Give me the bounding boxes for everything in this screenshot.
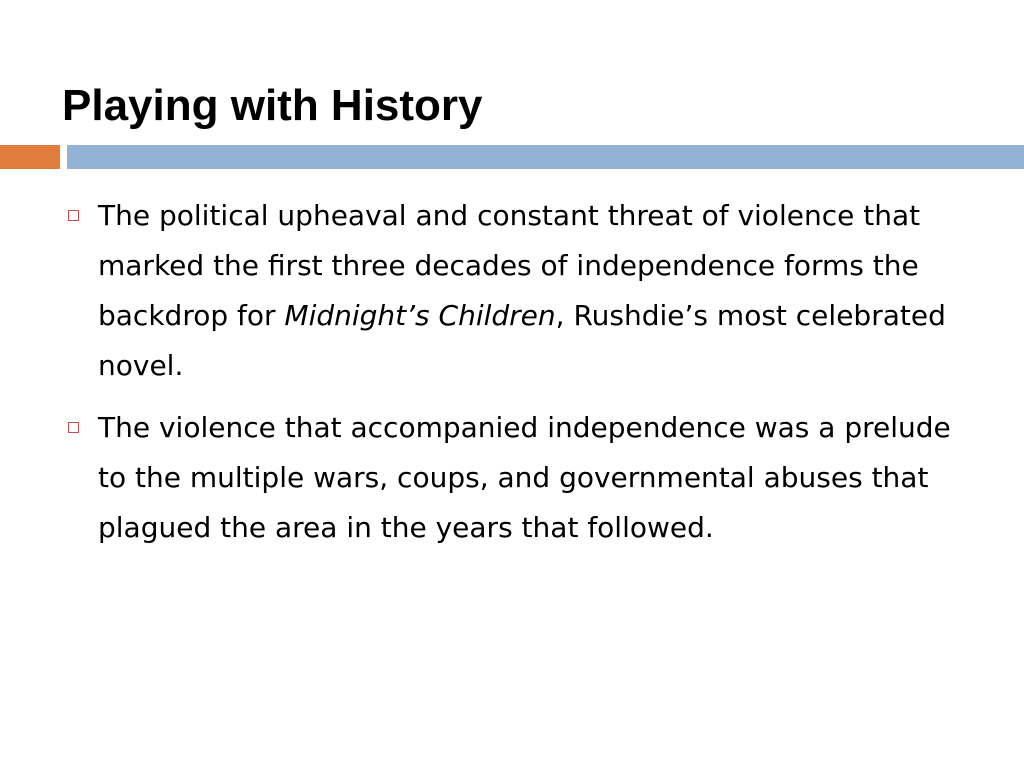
bullet-text-before: The political upheaval and constant threat of violence that marked the first three decades of independence forms the backdrop for — [98, 199, 921, 332]
slide-title: Playing with History — [62, 81, 483, 130]
accent-bar-blue — [67, 145, 1024, 169]
bullet-list — [62, 191, 962, 565]
accent-bar-orange — [0, 145, 60, 169]
bullet-text: The violence that accompanied independence was a prelude to the multiple wars, coups, and governmental abuses that plagued the area in the years that followed. — [98, 411, 951, 544]
book-title: Midnight’s Children — [284, 299, 556, 332]
bullet-text — [98, 199, 946, 382]
square-outline-icon — [68, 210, 79, 221]
bullet-text-after: , Rushdie’s most celebrated novel. — [98, 299, 946, 382]
bullet-item — [62, 191, 962, 391]
square-outline-icon — [68, 422, 79, 433]
bullet-item — [62, 403, 962, 553]
